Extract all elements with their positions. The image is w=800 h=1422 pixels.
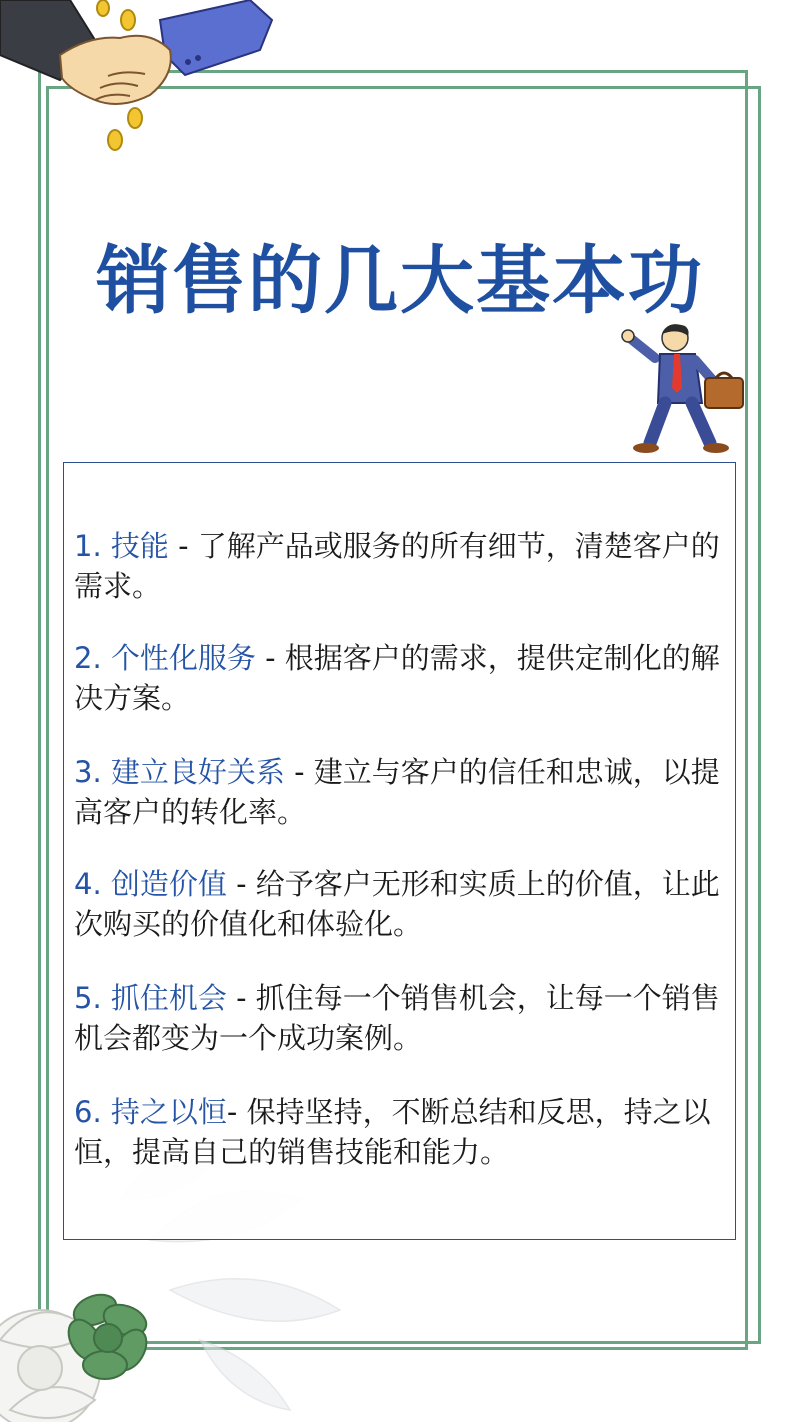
item-keyword: 2. 个性化服务 <box>74 641 256 675</box>
businessman-illustration <box>610 318 750 463</box>
item-keyword: 6. 持之以恒 <box>74 1095 227 1129</box>
list-item <box>74 978 734 1058</box>
item-text: - 抓住每一个销售机会，让每一个销售机会都变为一个成功案例。 <box>74 981 720 1055</box>
list-item <box>74 864 734 944</box>
item-keyword: 4. 创造价值 <box>74 867 227 901</box>
item-text: - 了解产品或服务的所有细节，清楚客户的需求。 <box>74 529 720 603</box>
item-text: - 保持坚持，不断总结和反思，持之以恒，提高自己的销售技能和能力。 <box>74 1095 711 1169</box>
item-keyword: 1. 技能 <box>74 529 169 563</box>
list-item <box>74 526 734 606</box>
item-keyword: 3. 建立良好关系 <box>74 755 285 789</box>
item-text: - 建立与客户的信任和忠诚，以提高客户的转化率。 <box>74 755 720 829</box>
item-text: - 根据客户的需求，提供定制化的解决方案。 <box>74 641 720 715</box>
page-title: 销售的几大基本功 <box>96 238 704 324</box>
item-text: - 给予客户无形和实质上的价值，让此次购买的价值化和体验化。 <box>74 867 720 941</box>
item-keyword: 5. 抓住机会 <box>74 981 227 1015</box>
handshake-illustration <box>0 0 290 170</box>
list-item <box>74 1092 734 1172</box>
list-item <box>74 638 734 718</box>
list-item <box>74 752 734 832</box>
